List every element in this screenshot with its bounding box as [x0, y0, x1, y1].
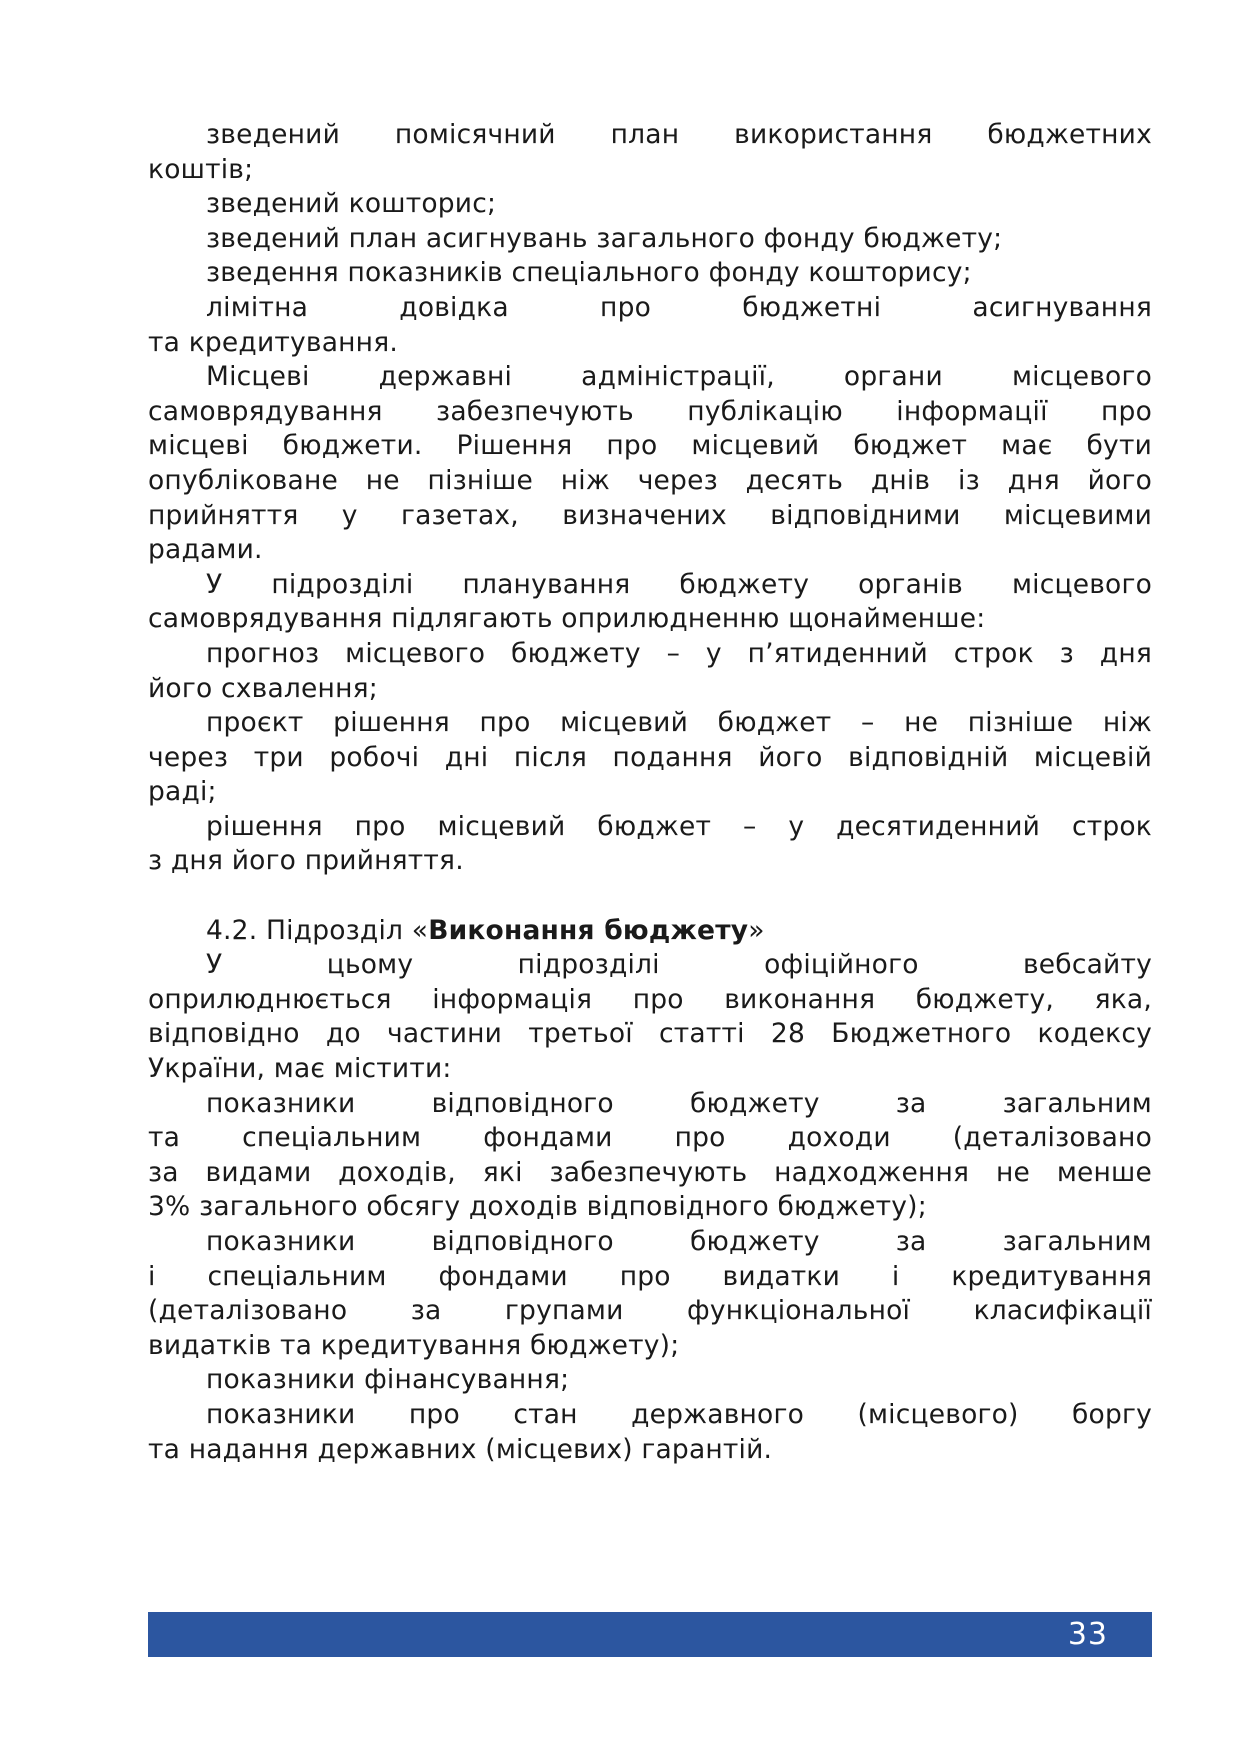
- heading-prefix: 4.2. Підрозділ «: [206, 914, 429, 946]
- text-line: У цьому підрозділі офіційного вебсайту: [206, 949, 1152, 981]
- text-line: видатків та кредитування бюджету);: [148, 1329, 680, 1361]
- text-line: самоврядування підлягають оприлюдненню щонайменше:: [148, 603, 986, 635]
- paragraph-local-administrations: [148, 360, 1152, 568]
- text-line: оприлюднюється інформація про виконання бюджету, яка,: [148, 983, 1152, 1015]
- text-line: України, має містити:: [148, 1053, 452, 1085]
- text-line: зведений план асигнувань загального фонду бюджету;: [206, 222, 1003, 254]
- list-item-debt-indicators: [148, 1398, 1152, 1467]
- text-line: і спеціальним фондами про видатки і кредитування: [148, 1260, 1152, 1292]
- text-line: та спеціальним фондами про доходи (деталізовано: [148, 1122, 1152, 1154]
- text-line: прогноз місцевого бюджету – у п’ятиденний строк з дня: [206, 637, 1152, 669]
- text-line: самоврядування забезпечують публікацію інформації про: [148, 395, 1152, 427]
- list-item-allocation-plan: [148, 222, 1152, 257]
- text-line: та надання державних (місцевих) гарантій.: [148, 1433, 773, 1465]
- text-line: через три робочі дні після подання його відповідній місцевій: [148, 741, 1152, 773]
- text-line: 3% загального обсягу доходів відповідного бюджету);: [148, 1191, 927, 1223]
- paragraph-planning-subsection: [148, 568, 1152, 637]
- text-line: радами.: [148, 534, 263, 566]
- text-line: проєкт рішення про місцевий бюджет – не пізніше ніж: [206, 707, 1152, 739]
- list-item-decision: [148, 810, 1152, 879]
- spacer: [148, 879, 1152, 914]
- text-line: показники про стан державного (місцевого) боргу: [206, 1398, 1152, 1430]
- text-line: рішення про місцевий бюджет – у десятиденний строк: [206, 810, 1152, 842]
- text-line: показники відповідного бюджету за загальним: [206, 1087, 1152, 1119]
- text-line: та кредитування.: [148, 326, 398, 358]
- text-line: (деталізовано за групами функціональної класифікації: [148, 1295, 1152, 1327]
- list-item-monthly-plan: [148, 118, 1152, 187]
- text-line: зведений помісячний план використання бюджетних: [206, 119, 1152, 150]
- text-line: з дня його прийняття.: [148, 845, 464, 877]
- text-line: раді;: [148, 776, 217, 808]
- list-item-special-fund: [148, 256, 1152, 291]
- section-heading-line: [148, 914, 1152, 949]
- section-heading: [148, 914, 1152, 949]
- text-line: показники фінансування;: [206, 1364, 570, 1396]
- text-line: опубліковане не пізніше ніж через десять днів із дня його: [148, 464, 1152, 496]
- text-line: зведений кошторис;: [206, 188, 497, 220]
- footer-bar: [148, 1612, 1152, 1657]
- paragraph-execution-intro: [148, 948, 1152, 1086]
- text-line: коштів;: [148, 153, 254, 185]
- list-item-forecast: [148, 637, 1152, 706]
- list-item-expenditure-indicators: [148, 1225, 1152, 1363]
- text-line: лімітна довідка про бюджетні асигнування: [206, 291, 1152, 323]
- text-line: У підрозділі планування бюджету органів місцевого: [206, 568, 1152, 600]
- text-line: місцеві бюджети. Рішення про місцевий бюджет має бути: [148, 430, 1152, 462]
- list-item-financing-indicators: [148, 1363, 1152, 1398]
- text-line: його схвалення;: [148, 672, 378, 704]
- text-line: відповідно до частини третьої статті 28 Бюджетного кодексу: [148, 1018, 1152, 1050]
- heading-title: Виконання бюджету: [428, 914, 749, 946]
- body-text: [148, 118, 1152, 1467]
- heading-suffix: »: [748, 914, 765, 946]
- list-item-estimate: [148, 187, 1152, 222]
- list-item-draft-decision: [148, 706, 1152, 810]
- text-line: Місцеві державні адміністрації, органи місцевого: [206, 361, 1152, 393]
- list-item-limit-reference: [148, 291, 1152, 360]
- page-number: 33: [1067, 1617, 1108, 1652]
- text-line: зведення показників спеціального фонду кошторису;: [206, 257, 972, 289]
- text-line: прийняття у газетах, визначених відповідними місцевими: [148, 499, 1152, 531]
- list-item-revenue-indicators: [148, 1087, 1152, 1225]
- text-line: показники відповідного бюджету за загальним: [206, 1226, 1152, 1257]
- text-line: за видами доходів, які забезпечують надходження не менше: [148, 1156, 1152, 1188]
